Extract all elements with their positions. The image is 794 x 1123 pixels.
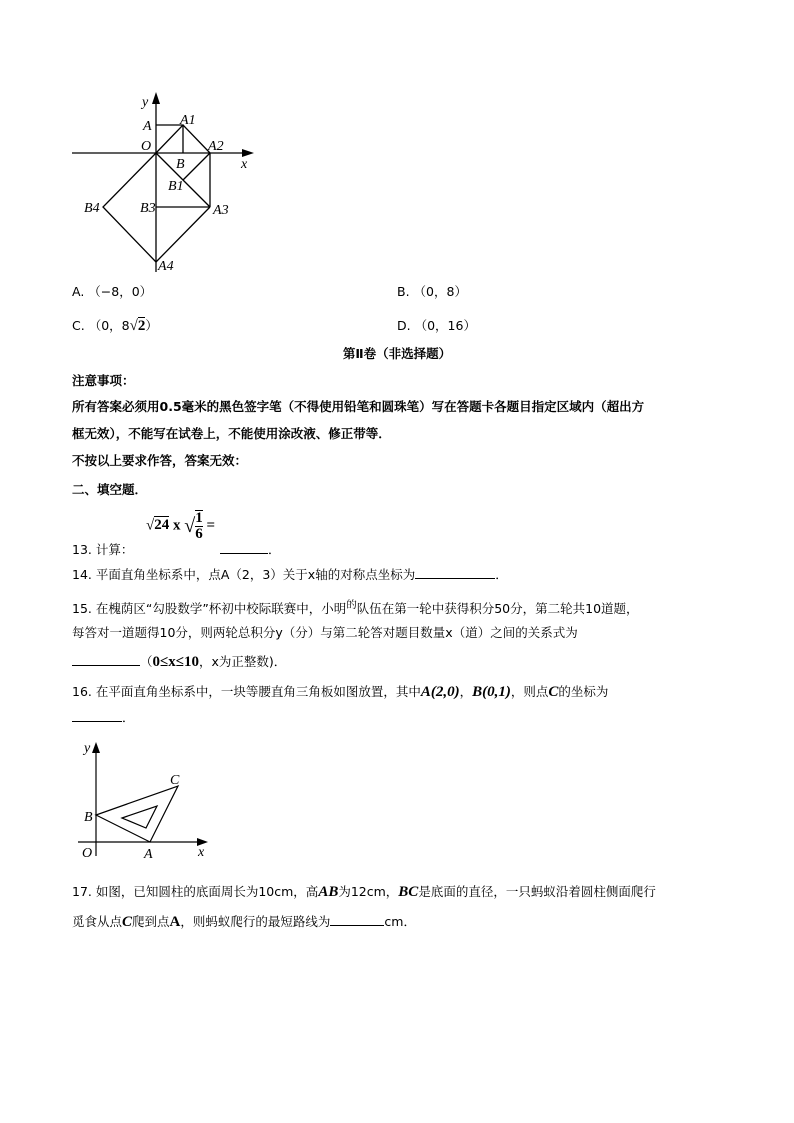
option-a: A. （−8，0）	[72, 284, 153, 299]
q17-answer[interactable]	[330, 913, 384, 926]
q17-line1: 17. 如图，已知圆柱的底面周长为10cm，高AB为12cm，BC是底面的直径，一只蚂蚁沿着圆柱侧面爬行	[72, 884, 656, 900]
q13: 13. 计算：	[72, 542, 134, 557]
notice-line2: 框无效），不能写在试卷上，不能使用涂改液、修正带等．	[72, 426, 391, 441]
label-O: O	[141, 139, 152, 154]
label-B3: B3	[140, 201, 156, 216]
label-B: B	[84, 810, 93, 825]
figure-triangle-ruler	[0, 730, 260, 870]
option-c: C. （0，8√2）	[72, 318, 158, 334]
q17-line2: 觅食从点C爬到点A，则蚂蚁爬行的最短路线为 cm．	[72, 914, 416, 930]
notice-heading: 注意事项：	[72, 373, 135, 388]
q15-line2: 每答对一道题得10分，则两轮总积分y（分）与第二轮答对题目数量x（道）之间的关系式为	[72, 625, 578, 640]
notice-line1: 所有答案必须用0.5毫米的黑色签字笔（不得使用铅笔和圆珠笔）写在答题卡各题目指定区域内（超出方	[72, 399, 645, 414]
part2-heading: 二、填空题．	[72, 482, 148, 497]
option-d: D. （0，16）	[397, 318, 476, 333]
q15-line3: （0≤x≤10，x为正整数)．	[72, 652, 286, 671]
label-A1: A1	[180, 113, 196, 128]
label-A2: A2	[208, 139, 224, 154]
q13-formula: √24 x $√\frac{1}{6}$ =	[146, 510, 216, 542]
section-title: 第Ⅱ卷（非选择题）	[342, 346, 452, 361]
label-y: y	[142, 95, 149, 110]
q16-line1: 16. 在平面直角坐标系中，一块等腰直角三角板如图放置，其中A(2,0)，B(0,1)，则点C的坐标为	[72, 684, 609, 700]
label-A: A	[143, 119, 152, 134]
label-x: x	[198, 845, 205, 860]
label-B1: B1	[168, 179, 184, 194]
label-O: O	[82, 846, 93, 861]
notice-line3: 不按以上要求作答，答案无效：	[72, 453, 248, 468]
q15-line1: 15. 在槐荫区“勾股数学”杯初中校际联赛中，小明$^的$队伍在第一轮中获得积分50分，第二轮共10道题，	[72, 599, 639, 617]
option-b: B. （0，8）	[397, 284, 467, 299]
label-A3: A3	[213, 203, 229, 218]
label-B: B	[176, 157, 185, 172]
q15-answer[interactable]	[72, 653, 140, 666]
label-C: C	[170, 773, 180, 788]
q14-answer[interactable]	[415, 566, 495, 579]
q16-answer[interactable]	[72, 709, 122, 722]
label-x: x	[241, 157, 248, 172]
label-B4: B4	[84, 201, 100, 216]
figure-spiral-triangles	[0, 0, 794, 300]
q13-answer[interactable]: ．	[220, 540, 281, 558]
q16-line2: ．	[72, 708, 135, 726]
label-y: y	[84, 741, 91, 756]
label-A4: A4	[158, 259, 174, 274]
q14: 14. 平面直角坐标系中，点A（2，3）关于x轴的对称点坐标为 ．	[72, 567, 508, 582]
label-A: A	[144, 847, 153, 862]
